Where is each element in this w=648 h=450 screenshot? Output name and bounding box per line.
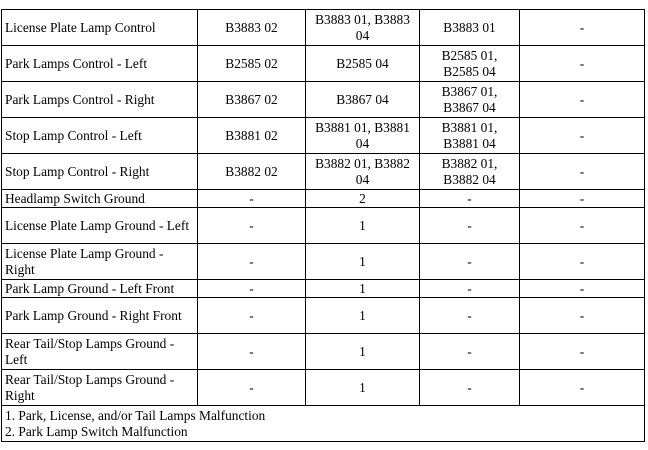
table-cell: 1 xyxy=(306,334,420,370)
component-cell: Park Lamp Ground - Right Front xyxy=(2,298,198,334)
table-cell: - xyxy=(198,298,306,334)
table-row xyxy=(2,118,645,154)
table-cell: B3882 01, B3882 04 xyxy=(306,154,420,190)
note-item: 1. Park, License, and/or Tail Lamps Malfunction xyxy=(5,407,266,423)
table-row xyxy=(2,334,645,370)
table-cell: - xyxy=(520,82,645,118)
table-cell: - xyxy=(520,208,645,244)
table-row xyxy=(2,208,645,244)
table-cell: B3883 01 xyxy=(420,10,520,46)
table-cell: - xyxy=(420,280,520,298)
table-row xyxy=(2,82,645,118)
table-cell: - xyxy=(520,10,645,46)
table-cell: B2585 01, B2585 04 xyxy=(420,46,520,82)
table-row xyxy=(2,154,645,190)
table-row xyxy=(2,190,645,208)
table-cell: - xyxy=(420,298,520,334)
table-cell: B3883 01, B3883 04 xyxy=(306,10,420,46)
component-cell: Stop Lamp Control - Right xyxy=(2,154,198,190)
table-cell: - xyxy=(520,118,645,154)
table-cell: B3867 02 xyxy=(198,82,306,118)
component-cell: Headlamp Switch Ground xyxy=(2,190,198,208)
table-cell: - xyxy=(520,280,645,298)
table-cell: - xyxy=(520,244,645,280)
table-cell: - xyxy=(198,334,306,370)
component-cell: Rear Tail/Stop Lamps Ground - Left xyxy=(2,334,198,370)
component-cell: License Plate Lamp Control xyxy=(2,10,198,46)
table-cell: B3867 04 xyxy=(306,82,420,118)
table-row xyxy=(2,280,645,298)
table-cell: B3881 01, B3881 04 xyxy=(306,118,420,154)
component-cell: Stop Lamp Control - Left xyxy=(2,118,198,154)
table-cell: - xyxy=(520,334,645,370)
notes-row xyxy=(2,406,645,442)
component-cell: Rear Tail/Stop Lamps Ground - Right xyxy=(2,370,198,406)
table-row xyxy=(2,298,645,334)
table-cell: B3882 01, B3882 04 xyxy=(420,154,520,190)
table-cell: B3883 02 xyxy=(198,10,306,46)
table-cell: - xyxy=(520,370,645,406)
table-cell: - xyxy=(520,190,645,208)
table-cell: - xyxy=(420,334,520,370)
table-cell: B3881 02 xyxy=(198,118,306,154)
component-cell: License Plate Lamp Ground - Left xyxy=(2,208,198,244)
component-cell: Park Lamps Control - Right xyxy=(2,82,198,118)
table-row xyxy=(2,10,645,46)
table-cell: - xyxy=(420,190,520,208)
table-cell: - xyxy=(198,244,306,280)
table-cell: - xyxy=(420,208,520,244)
table-cell: - xyxy=(198,190,306,208)
table-cell: B2585 04 xyxy=(306,46,420,82)
component-cell: Park Lamp Ground - Left Front xyxy=(2,280,198,298)
component-cell: License Plate Lamp Ground - Right xyxy=(2,244,198,280)
table-cell: - xyxy=(198,208,306,244)
table-cell: - xyxy=(420,244,520,280)
table-cell: B3881 01, B3881 04 xyxy=(420,118,520,154)
table-cell: - xyxy=(198,370,306,406)
table-cell: B3882 02 xyxy=(198,154,306,190)
table-cell: - xyxy=(420,370,520,406)
notes-cell xyxy=(2,406,645,442)
table-row xyxy=(2,46,645,82)
table-cell: - xyxy=(198,280,306,298)
table-cell: 1 xyxy=(306,298,420,334)
table-row xyxy=(2,370,645,406)
table-cell: B2585 02 xyxy=(198,46,306,82)
note-item: 2. Park Lamp Switch Malfunction xyxy=(5,423,188,439)
component-cell: Park Lamps Control - Left xyxy=(2,46,198,82)
table-cell: 1 xyxy=(306,208,420,244)
table-cell: B3867 01, B3867 04 xyxy=(420,82,520,118)
table-cell: 1 xyxy=(306,280,420,298)
table-cell: 1 xyxy=(306,244,420,280)
table-cell: 2 xyxy=(306,190,420,208)
table-cell: 1 xyxy=(306,370,420,406)
table-cell: - xyxy=(520,46,645,82)
table-cell: - xyxy=(520,298,645,334)
dtc-table xyxy=(1,9,645,442)
table-cell: - xyxy=(520,154,645,190)
table-row xyxy=(2,244,645,280)
